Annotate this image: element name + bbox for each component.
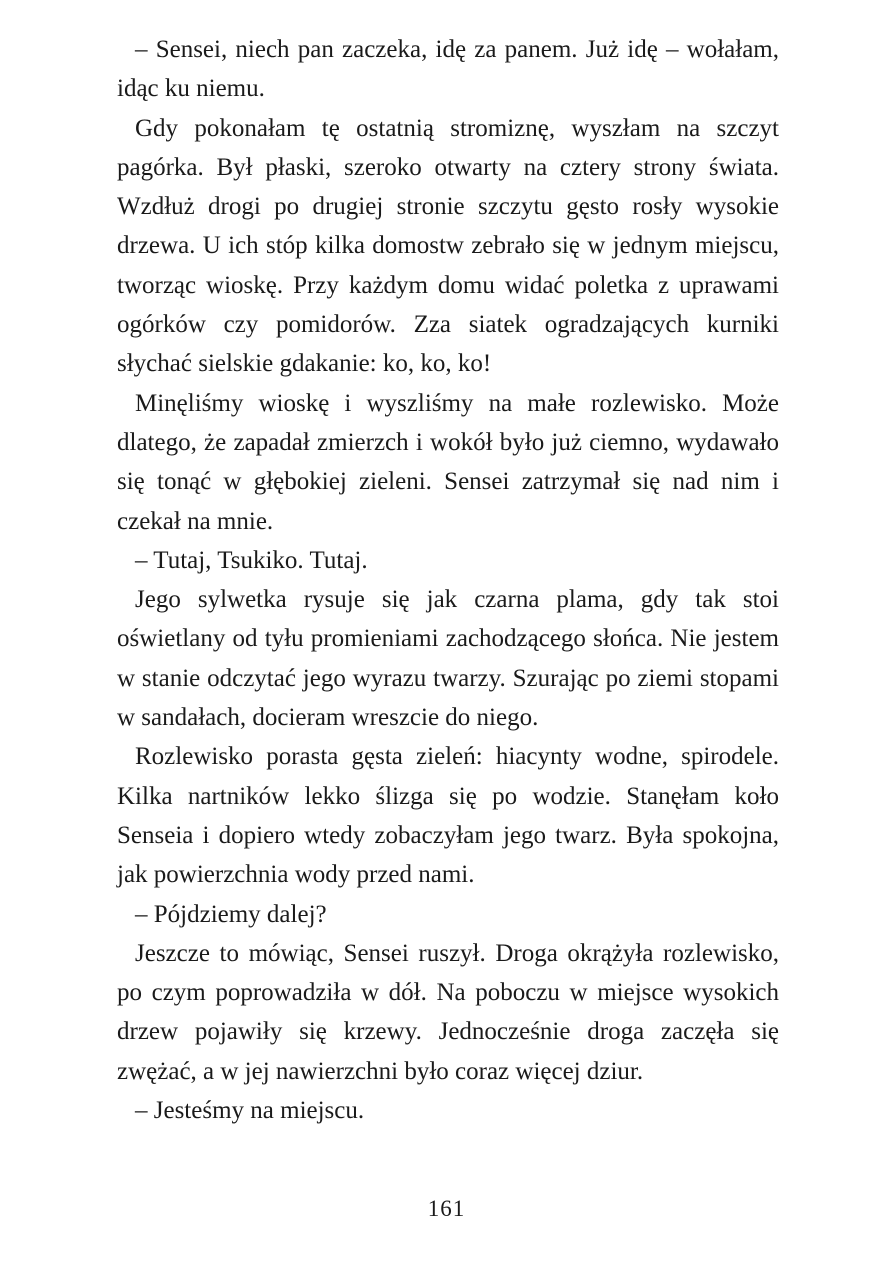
paragraph-7: – Pójdziemy dalej?: [135, 900, 327, 928]
paragraph-4: – Tutaj, Tsukiko. Tutaj.: [135, 546, 368, 574]
page-body: [117, 30, 779, 1130]
paragraph-6: Rozlewisko porasta gęsta zieleń: hiacynty wodne, spirodele. Kilka nartników lekko ślizga się po wodzie. Stanęłam koło Senseia i dopiero wtedy zobaczyłam jego twarz. Była spokojna, jak powierzchnia wody przed nami.: [117, 743, 779, 889]
paragraph-2: Gdy pokonałam tę ostatnią stromiznę, wyszłam na szczyt pagórka. Był płaski, szeroko otwarty na cztery strony świata. Wzdłuż drogi po drugiej stronie szczytu gęsto rosły wysokie drzewa. U ich stóp kilka domostw zebrało się w jednym miejscu, tworząc wioskę. Przy każdym domu widać poletka z uprawami ogórków czy pomidorów. Zza siatek ogradzających kurniki słychać sielskie gdakanie: ko, ko, ko!: [117, 114, 779, 378]
paragraph-3: Minęliśmy wioskę i wyszliśmy na małe rozlewisko. Może dlatego, że zapadał zmierzch i wokół było już ciemno, wydawało się tonąć w głębokiej zieleni. Sensei zatrzymał się nad nim i czekał na mnie.: [117, 389, 779, 535]
paragraph-5: Jego sylwetka rysuje się jak czarna plama, gdy tak stoi oświetlany od tyłu promieniami zachodzącego słońca. Nie jestem w stanie odczytać jego wyrazu twarzy. Szurając po ziemi stopami w sandałach, docieram wreszcie do niego.: [117, 586, 779, 732]
paragraph-1: – Sensei, niech pan zaczeka, idę za panem. Już idę – wołałam, idąc ku niemu.: [117, 36, 779, 103]
paragraph-9: – Jesteśmy na miejscu.: [135, 1097, 365, 1125]
paragraph-8: Jeszcze to mówiąc, Sensei ruszył. Droga okrążyła rozlewisko, po czym poprowadziła w dół. Na poboczu w miejsce wysokich drzew pojawiły się krzewy. Jednocześnie droga zaczęła się zwężać, a w jej nawierzchni było coraz więcej dziur.: [117, 939, 779, 1085]
page-number: 161: [427, 1196, 466, 1221]
